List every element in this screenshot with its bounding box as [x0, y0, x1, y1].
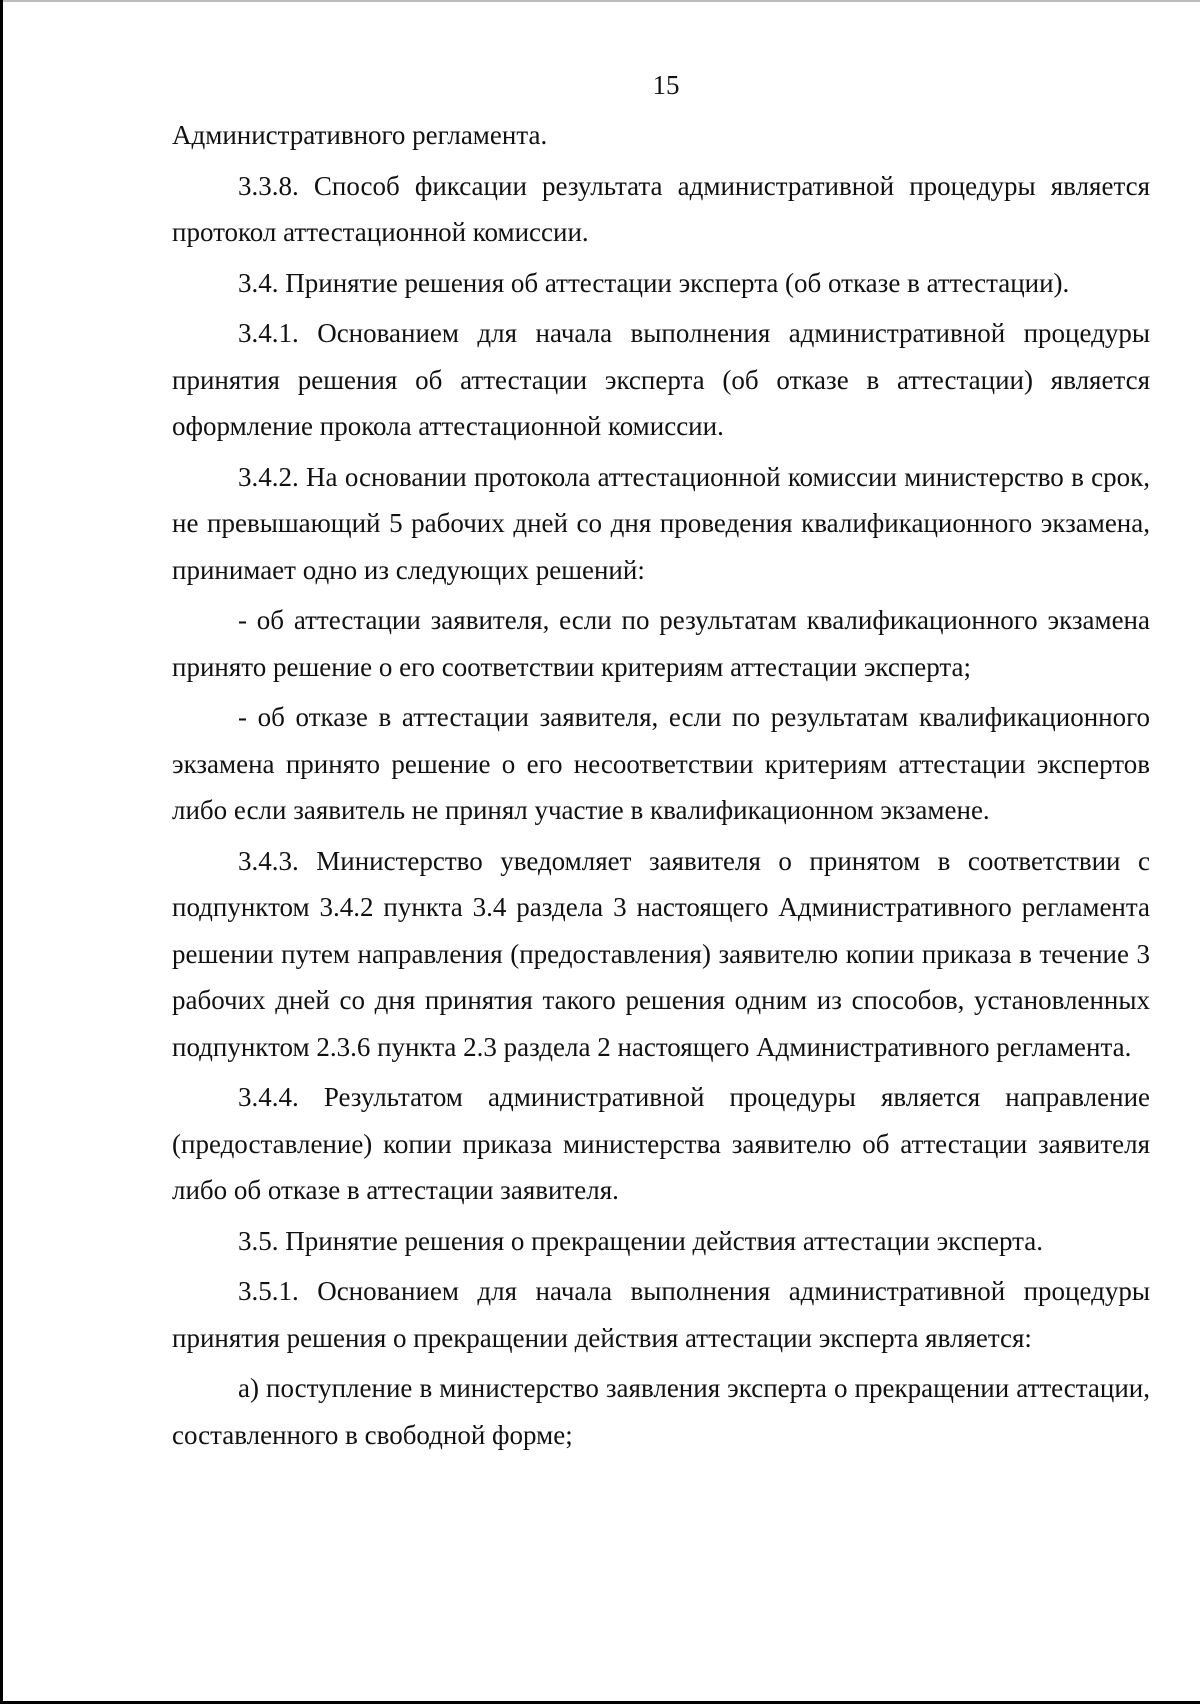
paragraph-3-4-1: 3.4.1. Основанием для начала выполнения административной процедуры принятия решения об аттестации эксперта (об отказе в аттестации) является оформление прокола аттестационной комиссии.: [172, 318, 1150, 441]
paragraph-3-3-8: 3.3.8. Способ фиксации результата административной процедуры является протокол аттестационной комиссии.: [172, 170, 1150, 247]
paragraph-3-5-1: 3.5.1. Основанием для начала выполнения административной процедуры принятия решения о прекращении действия аттестации эксперта является:: [172, 1276, 1150, 1353]
document-page: [172, 62, 1150, 1462]
paragraph-3-4-3: 3.4.3. Министерство уведомляет заявителя о принятом в соответствии с подпунктом 3.4.2 пункта 3.4 раздела 3 настоящего Административного регламента решении путем направления (предоставления) заявителю копии приказа в течение 3 рабочих дней со дня принятия такого решения одним из способов, установленных подпунктом 2.3.6 пункта 2.3 раздела 2 настоящего Административного регламента.: [172, 845, 1150, 1062]
list-item-refusal: - об отказе в аттестации заявителя, если по результатам квалификационного экзамена принято решение о его несоответствии критериям аттестации экспертов либо если заявитель не принял участие в квалификационном экзамене.: [172, 702, 1150, 825]
list-item-a: а) поступление в министерство заявления эксперта о прекращении аттестации, составленного в свободной форме;: [172, 1373, 1150, 1450]
page-top-edge: [0, 0, 1200, 2]
list-item-attestation: - об аттестации заявителя, если по результатам квалификационного экзамена принято решение о его соответствии критериям аттестации эксперта;: [172, 605, 1150, 682]
page-left-edge: [0, 0, 3, 1704]
paragraph-continuation: Административного регламента.: [172, 120, 548, 150]
section-heading-3-5: 3.5. Принятие решения о прекращении действия аттестации эксперта.: [238, 1225, 1044, 1256]
section-heading-3-4: 3.4. Принятие решения об аттестации эксперта (об отказе в аттестации).: [238, 267, 1070, 298]
paragraph-3-4-2: 3.4.2. На основании протокола аттестационной комиссии министерство в срок, не превышающий 5 рабочих дней со дня проведения квалификационного экзамена, принимает одно из следующих решений:: [172, 461, 1150, 585]
paragraph-3-4-4: 3.4.4. Результатом административной процедуры является направление (предоставление) копии приказа министерства заявителю об аттестации заявителя либо об отказе в аттестации заявителя.: [172, 1082, 1150, 1205]
page-number: 15: [652, 70, 680, 100]
